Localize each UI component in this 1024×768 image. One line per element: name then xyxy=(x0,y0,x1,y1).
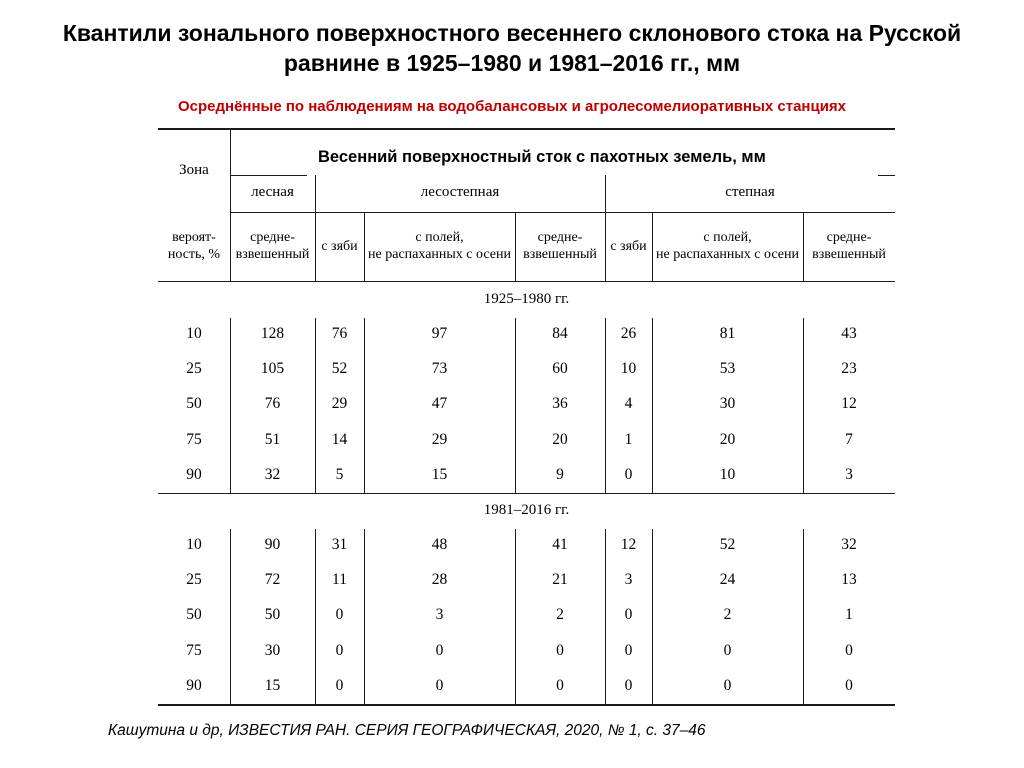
value-cell: 4 xyxy=(624,395,633,413)
header-bottom-rule xyxy=(158,281,895,282)
value-cell: 0 xyxy=(624,676,633,694)
value-cell: 97 xyxy=(431,325,448,342)
col-header-line: взвешенный xyxy=(812,247,886,262)
value-cell: 0 xyxy=(845,641,853,659)
value-cell: 12 xyxy=(841,395,857,413)
value-cell: 51 xyxy=(264,430,281,448)
value-cell: 31 xyxy=(331,536,348,553)
value-cell: 30 xyxy=(264,641,281,659)
probability-cell: 90 xyxy=(186,676,202,694)
value-cell: 0 xyxy=(335,676,344,694)
col-header-line: средне- xyxy=(250,230,295,245)
value-cell: 84 xyxy=(552,325,568,342)
period-label-1: 1925–1980 гг. xyxy=(483,291,570,307)
probability-cell: 50 xyxy=(186,395,202,413)
prob-label-line2: ность, % xyxy=(167,247,221,262)
table-top-rule xyxy=(158,128,895,130)
value-cell: 3 xyxy=(624,571,633,589)
slide-subtitle: Осреднённые по наблюдениям на водобалансовых и агролесомелиоративных станциях xyxy=(177,98,847,115)
col-header-line: с полей, xyxy=(415,230,464,245)
prob-label xyxy=(158,229,230,263)
value-cell: 11 xyxy=(332,571,347,589)
value-cell: 0 xyxy=(624,606,633,624)
value-cell: 24 xyxy=(719,571,736,589)
value-cell: 48 xyxy=(431,536,448,553)
value-cell: 0 xyxy=(556,676,564,694)
col-header-line: с полей, xyxy=(703,230,752,245)
value-cell: 20 xyxy=(719,430,736,448)
zone-forest-steppe: лесостепная xyxy=(420,184,500,200)
header-rule-tail xyxy=(878,175,895,176)
value-cell: 0 xyxy=(435,641,444,659)
col-header-line: взвешенный xyxy=(523,247,597,262)
slide-title: Квантили зонального поверхностного весеннего склонового стока на Русской равнине в 1925–1980 и 1981–2016 гг., мм xyxy=(62,20,962,76)
value-cell: 13 xyxy=(841,571,857,589)
value-cell: 5 xyxy=(335,465,344,483)
value-cell: 28 xyxy=(431,571,448,589)
value-cell: 29 xyxy=(431,430,448,448)
col-fs-weighted xyxy=(515,229,605,263)
value-cell: 15 xyxy=(264,676,281,694)
value-cell: 0 xyxy=(335,606,344,624)
value-cell: 76 xyxy=(264,395,281,413)
value-cell: 76 xyxy=(331,325,348,342)
value-cell: 52 xyxy=(331,360,348,378)
value-cell: 29 xyxy=(331,395,348,413)
value-cell: 0 xyxy=(845,676,853,694)
col-st-zyab: с зяби xyxy=(610,239,647,254)
probability-cell: 10 xyxy=(186,536,202,553)
col-header-line: не распаханных с осени xyxy=(368,247,511,262)
value-cell: 32 xyxy=(841,536,857,553)
prob-label-line1: вероят- xyxy=(172,230,216,245)
value-cell: 2 xyxy=(723,606,732,624)
value-cell: 1 xyxy=(845,606,853,624)
citation: Кашутина и др, ИЗВЕСТИЯ РАН. СЕРИЯ ГЕОГРАФИЧЕСКАЯ, 2020, № 1, с. 37–46 xyxy=(108,722,706,739)
value-cell: 41 xyxy=(552,536,568,553)
value-cell: 43 xyxy=(841,325,857,342)
value-cell: 90 xyxy=(264,536,281,553)
probability-cell: 90 xyxy=(186,465,202,483)
probability-cell: 10 xyxy=(186,325,202,342)
value-cell: 3 xyxy=(845,465,853,483)
probability-cell: 75 xyxy=(186,641,202,659)
col-st-fields xyxy=(652,229,803,263)
value-cell: 105 xyxy=(260,360,285,378)
period-label-2: 1981–2016 гг. xyxy=(483,502,570,518)
col-header-line: средне- xyxy=(826,230,872,245)
value-cell: 36 xyxy=(552,395,568,413)
value-cell: 23 xyxy=(841,360,857,378)
value-cell: 0 xyxy=(624,641,633,659)
col-header-line: не распаханных с осени xyxy=(656,247,799,262)
value-cell: 73 xyxy=(431,360,448,378)
value-cell: 0 xyxy=(556,641,564,659)
table-caption: Весенний поверхностный сток с пахотных земель, мм xyxy=(318,148,766,166)
value-cell: 20 xyxy=(552,430,568,448)
value-cell: 47 xyxy=(431,395,448,413)
zone-label: Зона xyxy=(179,162,209,178)
value-cell: 0 xyxy=(723,641,732,659)
value-cell: 81 xyxy=(719,325,736,342)
value-cell: 50 xyxy=(264,606,281,624)
value-cell: 30 xyxy=(719,395,736,413)
value-cell: 12 xyxy=(620,536,637,553)
table-scan xyxy=(158,128,895,708)
col-fs-fields xyxy=(364,229,515,263)
value-cell: 9 xyxy=(556,465,564,483)
value-cell: 32 xyxy=(264,465,281,483)
probability-cell: 25 xyxy=(186,571,202,589)
col-forest-weighted xyxy=(230,229,315,263)
col-header-line: средне- xyxy=(537,230,583,245)
col-header-line: взвешенный xyxy=(235,247,310,262)
period-separator-rule xyxy=(158,493,895,494)
value-cell: 0 xyxy=(435,676,444,694)
table-bottom-rule xyxy=(158,704,895,706)
value-cell: 1 xyxy=(624,430,633,448)
value-cell: 53 xyxy=(719,360,736,378)
probability-cell: 75 xyxy=(186,430,202,448)
probability-cell: 25 xyxy=(186,360,202,378)
value-cell: 10 xyxy=(620,360,637,378)
header-rule-2 xyxy=(230,212,895,213)
value-cell: 26 xyxy=(620,325,637,342)
value-cell: 0 xyxy=(624,465,633,483)
value-cell: 128 xyxy=(260,325,285,342)
value-cell: 10 xyxy=(719,465,736,483)
value-cell: 52 xyxy=(719,536,736,553)
header-rule-forest xyxy=(230,175,307,176)
col-st-weighted xyxy=(803,229,895,263)
value-cell: 3 xyxy=(435,606,444,624)
zone-steppe: степная xyxy=(725,184,775,200)
value-cell: 2 xyxy=(556,606,564,624)
value-cell: 15 xyxy=(431,465,448,483)
zone-forest: лесная xyxy=(251,184,294,200)
value-cell: 14 xyxy=(331,430,348,448)
value-cell: 7 xyxy=(845,430,853,448)
value-cell: 0 xyxy=(335,641,344,659)
value-cell: 72 xyxy=(264,571,281,589)
value-cell: 60 xyxy=(552,360,568,378)
value-cell: 0 xyxy=(723,676,732,694)
col-fs-zyab: с зяби xyxy=(321,239,358,254)
probability-cell: 50 xyxy=(186,606,202,624)
value-cell: 21 xyxy=(552,571,568,589)
